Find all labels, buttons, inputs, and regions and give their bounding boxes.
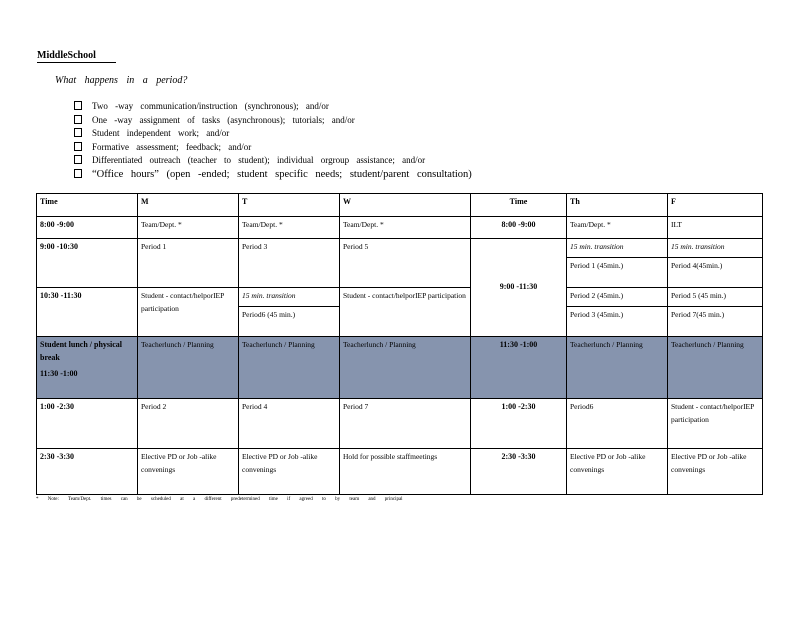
table-cell: Team/Dept. * [239, 217, 340, 239]
table-row [37, 288, 763, 337]
checkbox-bullet-icon [74, 155, 82, 164]
table-cell: Team/Dept. * [340, 217, 471, 239]
table-cell: Elective PD or Job -alike convenings [567, 449, 668, 495]
cell-text: Period 5 (45 min.) [671, 291, 726, 300]
table-row [37, 449, 763, 495]
time-cell: 9:00 -11:30 [471, 239, 567, 337]
time-cell: 1:00 -2:30 [471, 399, 567, 449]
document-title: MiddleSchool [37, 50, 116, 63]
table-cell: Period 3 [239, 239, 340, 288]
table-cell: Team/Dept. * [138, 217, 239, 239]
document-subtitle: What happens in a period? [55, 75, 188, 86]
time-cell: 2:30 -3:30 [471, 449, 567, 495]
cell-text: Student lunch / physical break [40, 340, 123, 362]
cell-text: Period 3 (45min.) [567, 306, 667, 322]
table-cell: Teacherlunch / Planning [668, 337, 763, 399]
time-cell: 2:30 -3:30 [37, 449, 138, 495]
table-cell: Elective PD or Job -alike convenings [239, 449, 340, 495]
table-cell: Student - contact/helporIEP participation [138, 288, 239, 337]
checkbox-bullet-icon [74, 142, 82, 151]
table-cell: Teacherlunch / Planning [239, 337, 340, 399]
time-cell: 11:30 -1:00 [471, 337, 567, 399]
table-cell: Hold for possible staffmeetings [340, 449, 471, 495]
cell-text: Period 4(45min.) [668, 257, 762, 273]
time-cell: 10:30 -11:30 [37, 288, 138, 337]
table-row [37, 337, 763, 399]
table-row [37, 217, 763, 239]
time-cell: 9:00 -10:30 [37, 239, 138, 288]
checkbox-bullet-icon [74, 115, 82, 124]
bullet-item: Differentiated outreach (teacher to student); individual orgroup assistance; and/or [74, 154, 472, 168]
table-cell [668, 288, 763, 337]
bullet-item: Student independent work; and/or [74, 127, 472, 141]
column-header: Time [471, 194, 567, 217]
table-cell [239, 288, 340, 337]
bullet-item: Two -way communication/instruction (synchronous); and/or [74, 100, 472, 114]
checkbox-bullet-icon [74, 101, 82, 110]
table-row [37, 239, 763, 288]
table-cell: Period 1 [138, 239, 239, 288]
cell-text: 15 min. transition [570, 242, 624, 251]
column-header: F [668, 194, 763, 217]
table-header-row [37, 194, 763, 217]
table-cell: Elective PD or Job -alike convenings [668, 449, 763, 495]
table-row [37, 399, 763, 449]
cell-text: Period 1 (45min.) [567, 257, 667, 273]
column-header: T [239, 194, 340, 217]
table-cell [668, 239, 763, 288]
bullet-list [74, 100, 472, 181]
cell-text: 15 min. transition [242, 291, 296, 300]
column-header: Time [37, 194, 138, 217]
checkbox-bullet-icon [74, 169, 82, 178]
cell-text: Period 7(45 min.) [668, 306, 762, 322]
cell-text: Period 2 (45min.) [570, 291, 624, 300]
table-cell: Period 5 [340, 239, 471, 288]
cell-text: Period6 (45 min.) [239, 306, 339, 322]
table-cell: Teacherlunch / Planning [138, 337, 239, 399]
cell-text: 11:30 -1:00 [40, 369, 78, 378]
column-header: M [138, 194, 239, 217]
table-cell [567, 288, 668, 337]
table-cell: Period 4 [239, 399, 340, 449]
table-cell: Teacherlunch / Planning [340, 337, 471, 399]
table-cell [567, 239, 668, 288]
bullet-item: Formative assessment; feedback; and/or [74, 141, 472, 155]
bullet-item: “Office hours” (open -ended; student specific needs; student/parent consultation) [74, 168, 472, 182]
checkbox-bullet-icon [74, 128, 82, 137]
table-cell: Team/Dept. * [567, 217, 668, 239]
schedule-table [36, 193, 763, 495]
table-cell: Period 7 [340, 399, 471, 449]
time-cell: 8:00 -9:00 [471, 217, 567, 239]
column-header: Th [567, 194, 668, 217]
footnote: * Note: Team/Dept. times can be scheduled at a different predetermined time if agreed to by team and principal [36, 497, 403, 502]
table-cell: Elective PD or Job -alike convenings [138, 449, 239, 495]
cell-text: 15 min. transition [671, 242, 725, 251]
time-cell: 8:00 -9:00 [37, 217, 138, 239]
table-cell: Student - contact/helporIEP participation [340, 288, 471, 337]
column-header: W [340, 194, 471, 217]
table-cell: ILT [668, 217, 763, 239]
time-cell: 1:00 -2:30 [37, 399, 138, 449]
time-cell [37, 337, 138, 399]
bullet-item: One -way assignment of tasks (asynchronous); tutorials; and/or [74, 114, 472, 128]
table-cell: Student - contact/helporIEP participation [668, 399, 763, 449]
table-cell: Period6 [567, 399, 668, 449]
table-cell: Period 2 [138, 399, 239, 449]
table-cell: Teacherlunch / Planning [567, 337, 668, 399]
